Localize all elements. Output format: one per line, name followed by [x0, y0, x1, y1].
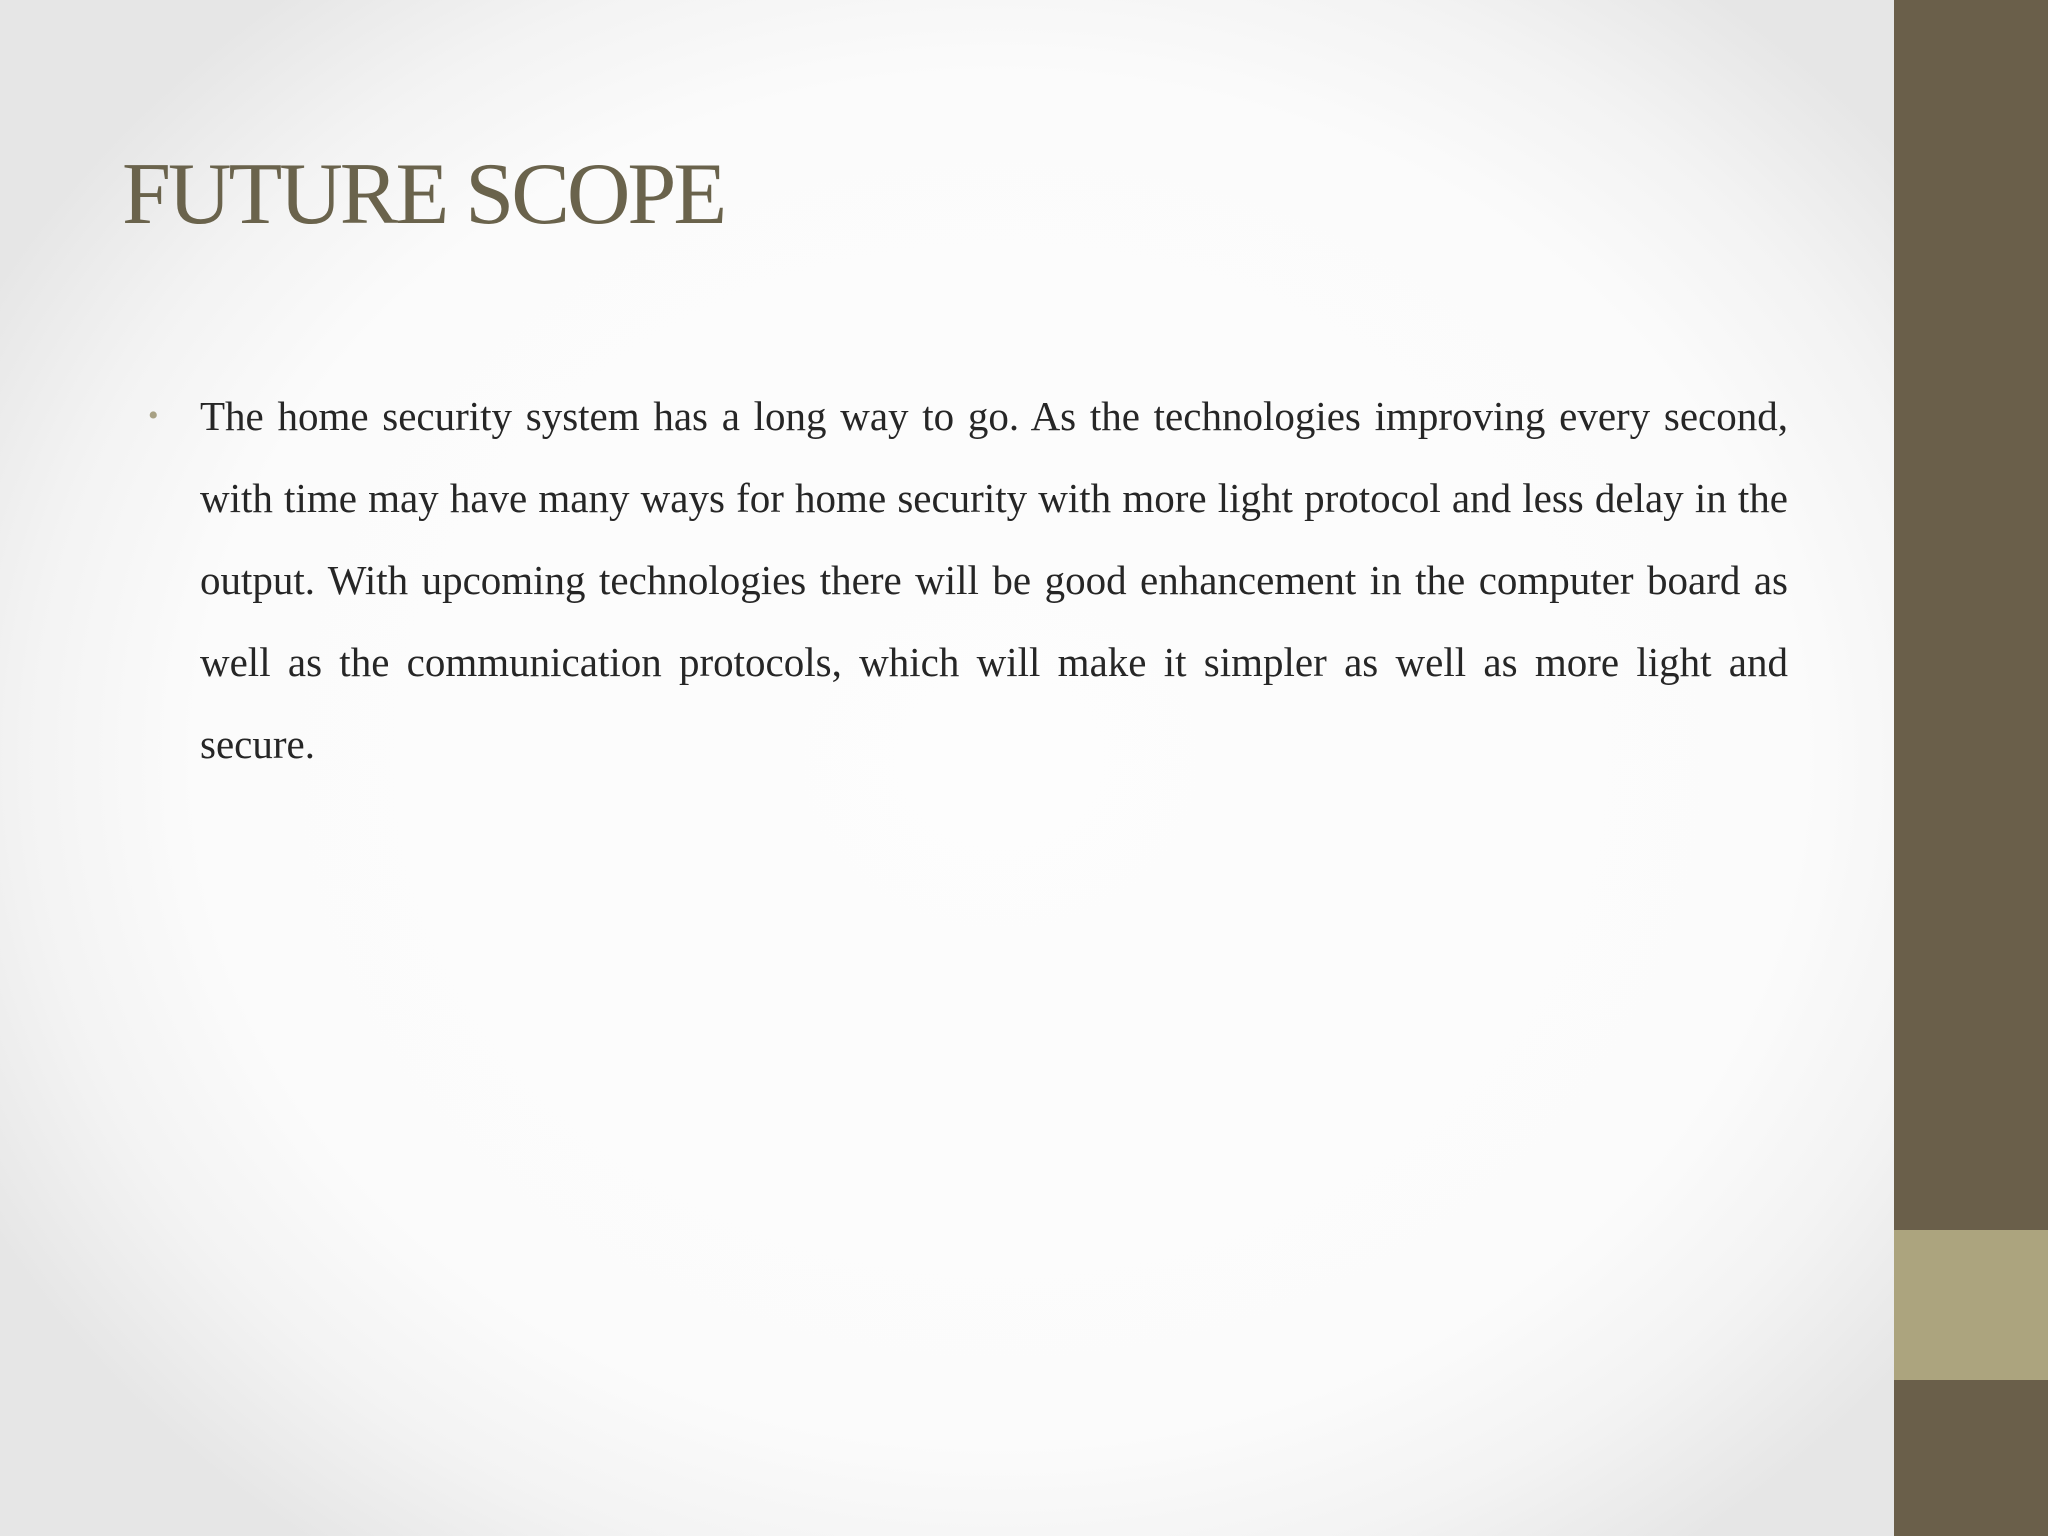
slide-title: FUTURE SCOPE [122, 146, 725, 243]
bullet-text: The home security system has a long way to go. As the technologies improving every second, with time may have many ways for home security with more light protocol and less delay in the output. With upcoming technologies there will be good enhancement in the computer board as well as the communication protocols, which will make it simpler as well as more light and secure. [200, 393, 1788, 767]
side-decor-accent [1894, 1230, 2048, 1380]
bullet-marker-icon: • [148, 399, 159, 432]
bullet-list [148, 375, 1788, 785]
bullet-item [148, 375, 1788, 785]
